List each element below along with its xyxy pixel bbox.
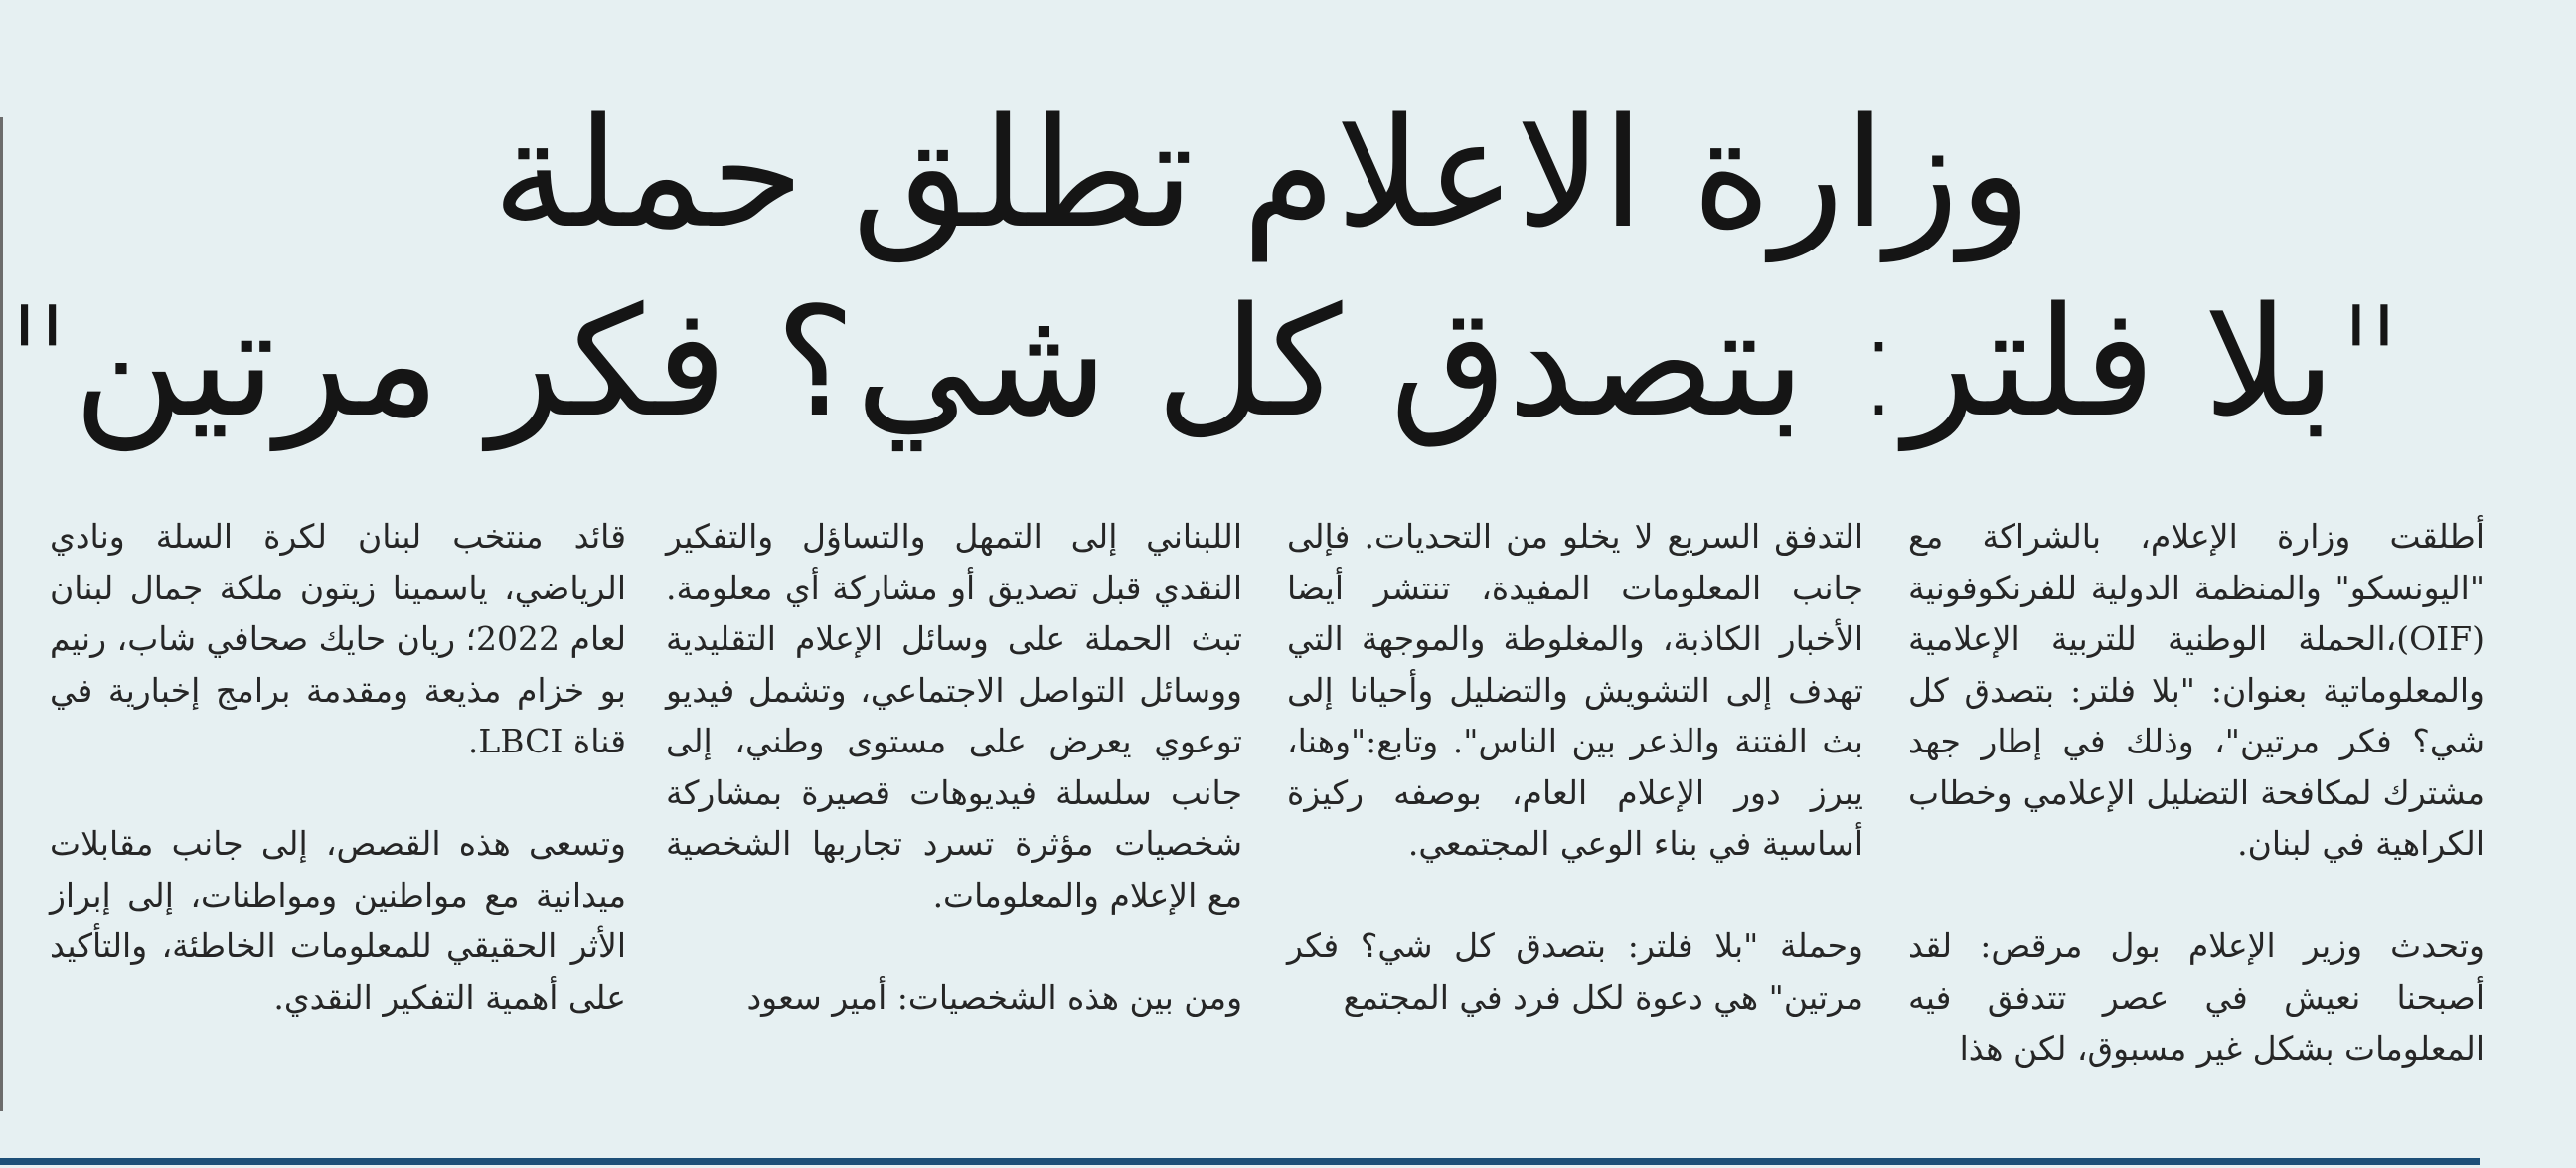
paragraph: وتحدث وزير الإعلام بول مرقص: لقد أصبحنا نعيش في عصر تتدفق فيه المعلومات بشكل غير مسبوق، لكن هذا [1908, 926, 2485, 1068]
left-column-rule [0, 117, 3, 1111]
paragraph: ومن بين هذه الشخصيات: أمير سعود [746, 977, 1242, 1017]
paragraph: اللبناني إلى التمهل والتساؤل والتفكير النقدي قبل تصديق أو مشاركة أي معلومة. تبث الحملة على وسائل الإعلام التقليدية ووسائل التواصل الاجتماعي، وتشمل فيديو توعوي يعرض على مستوى وطني، إلى جانب سلسلة فيديوهات قصيرة بمشاركة شخصيات مؤثرة تسرد تجاربها الشخصية مع الإعلام والمعلومات. [666, 517, 1242, 915]
headline-line-2: "بلا فلتر: بتصدق كل شي؟ فكر مرتين" [3, 274, 2405, 450]
paragraph: وتسعى هذه القصص، إلى جانب مقابلات ميدانية مع مواطنين ومواطنات، إلى إبراز الأثر الحقيقي للمعلومات الخاطئة، والتأكيد على أهمية التفكير النقدي. [50, 824, 626, 1017]
paragraph: قائد منتخب لبنان لكرة السلة ونادي الرياضي، ياسمينا زيتون ملكة جمال لبنان لعام 2022؛ ريان حايك صحافي شاب، رنيم بو خزام مذيعة ومقدمة برامج إخبارية في قناة LBCI. [50, 517, 627, 760]
paragraph: وحملة "بلا فلتر: بتصدق كل شي؟ فكر مرتين" هي دعوة لكل فرد في المجتمع [1287, 926, 1863, 1017]
bottom-rule [0, 1158, 2480, 1165]
headline [3, 80, 2405, 457]
paragraph: أطلقت وزارة الإعلام، بالشراكة مع "اليونسكو" والمنظمة الدولية للفرنكوفونية (OIF)،الحملة الوطنية للتربية الإعلامية والمعلوماتية بعنوان: "بلا فلتر: بتصدق كل شي؟ فكر مرتين"، وذلك في إطار جهد مشترك لمكافحة التضليل الإعلامي وخطاب الكراهية في لبنان. [1908, 517, 2485, 863]
article-column-4 [50, 511, 626, 1023]
headline-line-1: وزارة الاعلام تطلق حملة [492, 85, 2032, 261]
article-column-1 [1908, 511, 2485, 1075]
paragraph: التدفق السريع لا يخلو من التحديات. فإلى جانب المعلومات المفيدة، تنتشر أيضا الأخبار الكاذبة، والمغلوطة والموجهة التي تهدف إلى التشويش والتضليل وأحيانا إلى بث الفتنة والذعر بين الناس". وتابع:"وهنا، يبرز دور الإعلام العام، بوصفه ركيزة أساسية في بناء الوعي المجتمعي. [1287, 517, 1863, 863]
article-column-3 [666, 511, 1242, 1023]
article-column-2 [1287, 511, 1863, 1023]
